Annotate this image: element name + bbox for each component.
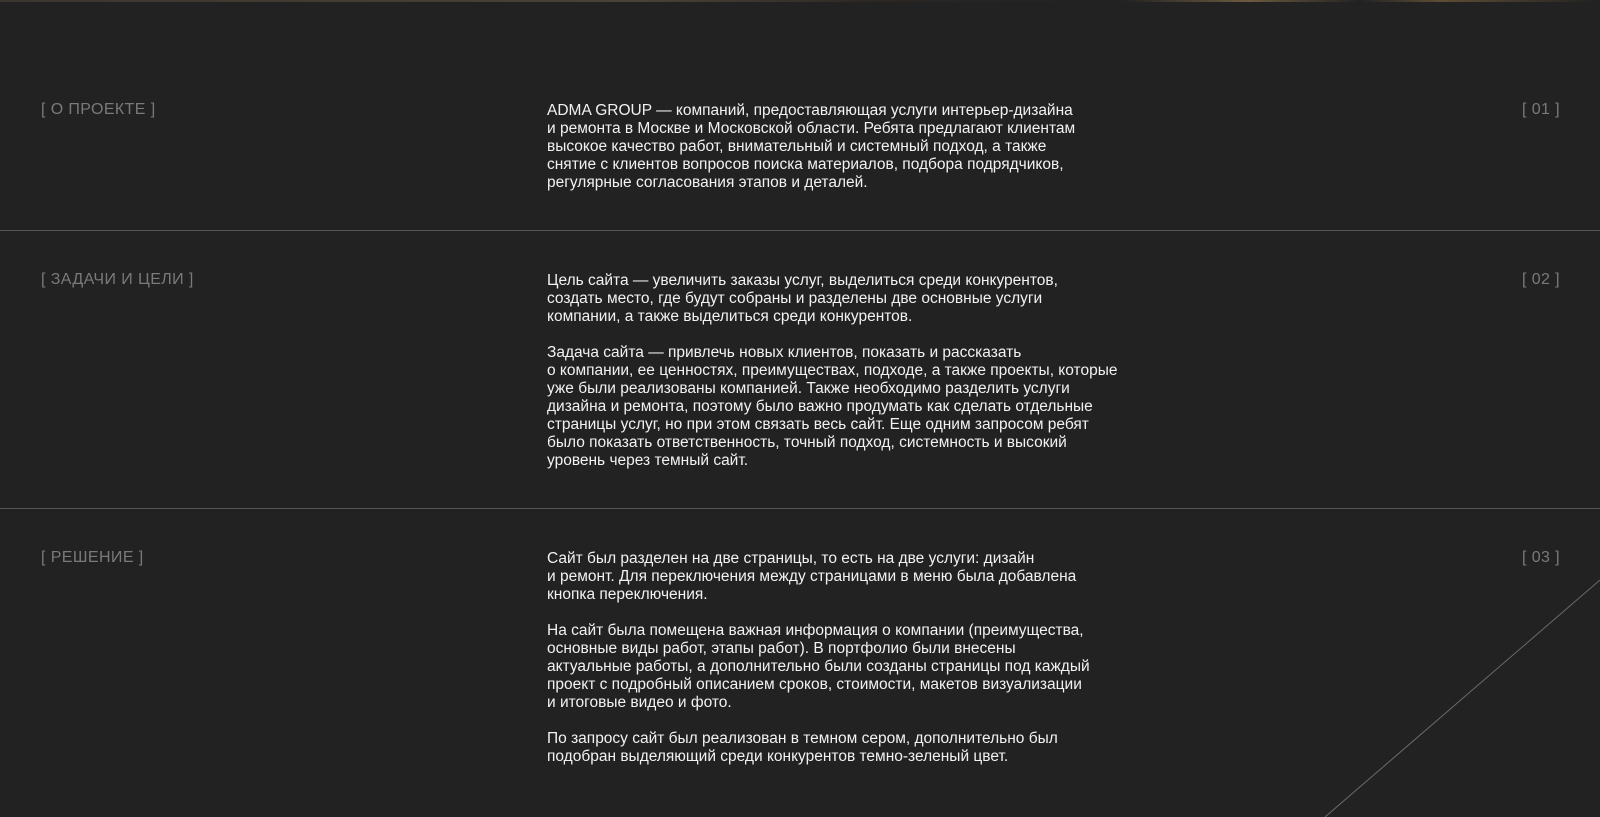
section-number: [ 02 ] xyxy=(1522,271,1560,288)
paragraph: На сайт была помещена важная информация о компании (преимущества, основные виды работ, этапы работ). В портфолио были внесены актуальные работы, а дополнительно были созданы страницы под каждый проект с подробный описанием сроков, стоимости, макетов визуализации и итоговые видео и фото. xyxy=(547,622,1090,711)
section-label: [ О ПРОЕКТЕ ] xyxy=(41,101,156,118)
section-body xyxy=(547,550,1137,766)
section-body xyxy=(547,102,1137,192)
paragraph: По запросу сайт был реализован в темном сером, дополнительно был подобран выделяющий среди конкурентов темно-зеленый цвет. xyxy=(547,730,1058,765)
section-number: [ 01 ] xyxy=(1522,101,1560,118)
section-about xyxy=(0,0,1600,230)
paragraph: Сайт был разделен на две страницы, то есть на две услуги: дизайн и ремонт. Для переключения между страницами в меню была добавлена кнопка переключения. xyxy=(547,550,1077,603)
section-number: [ 03 ] xyxy=(1522,549,1560,566)
section-solution xyxy=(0,509,1600,817)
section-body xyxy=(547,272,1137,470)
section-goals xyxy=(0,231,1600,508)
paragraph: Задача сайта — привлечь новых клиентов, показать и рассказать о компании, ее ценностях, преимуществах, подходе, а также проекты, которые уже были реализованы компанией. Также необходимо разделить услуги дизайна и ремонта, поэтому было важно продумать как сделать отдельные страницы услуг, но при этом связать весь сайт. Еще одним запросом ребят было показать ответственность, точный подход, системность и высокий уровень через темный сайт. xyxy=(547,344,1118,469)
section-label: [ ЗАДАЧИ И ЦЕЛИ ] xyxy=(41,271,194,288)
paragraph: Цель сайта — увеличить заказы услуг, выделиться среди конкурентов, создать место, где будут собраны и разделены две основные услуги компании, а также выделиться среди конкурентов. xyxy=(547,272,1058,325)
paragraph: ADMA GROUP — компаний, предоставляющая услуги интерьер-дизайна и ремонта в Москве и Московской области. Ребята предлагают клиентам высокое качество работ, внимательный и системный подход, а также снятие с клиентов вопросов поиска материалов, подбора подрядчиков, регулярные согласования этапов и деталей. xyxy=(547,102,1076,191)
section-label: [ РЕШЕНИЕ ] xyxy=(41,549,144,566)
